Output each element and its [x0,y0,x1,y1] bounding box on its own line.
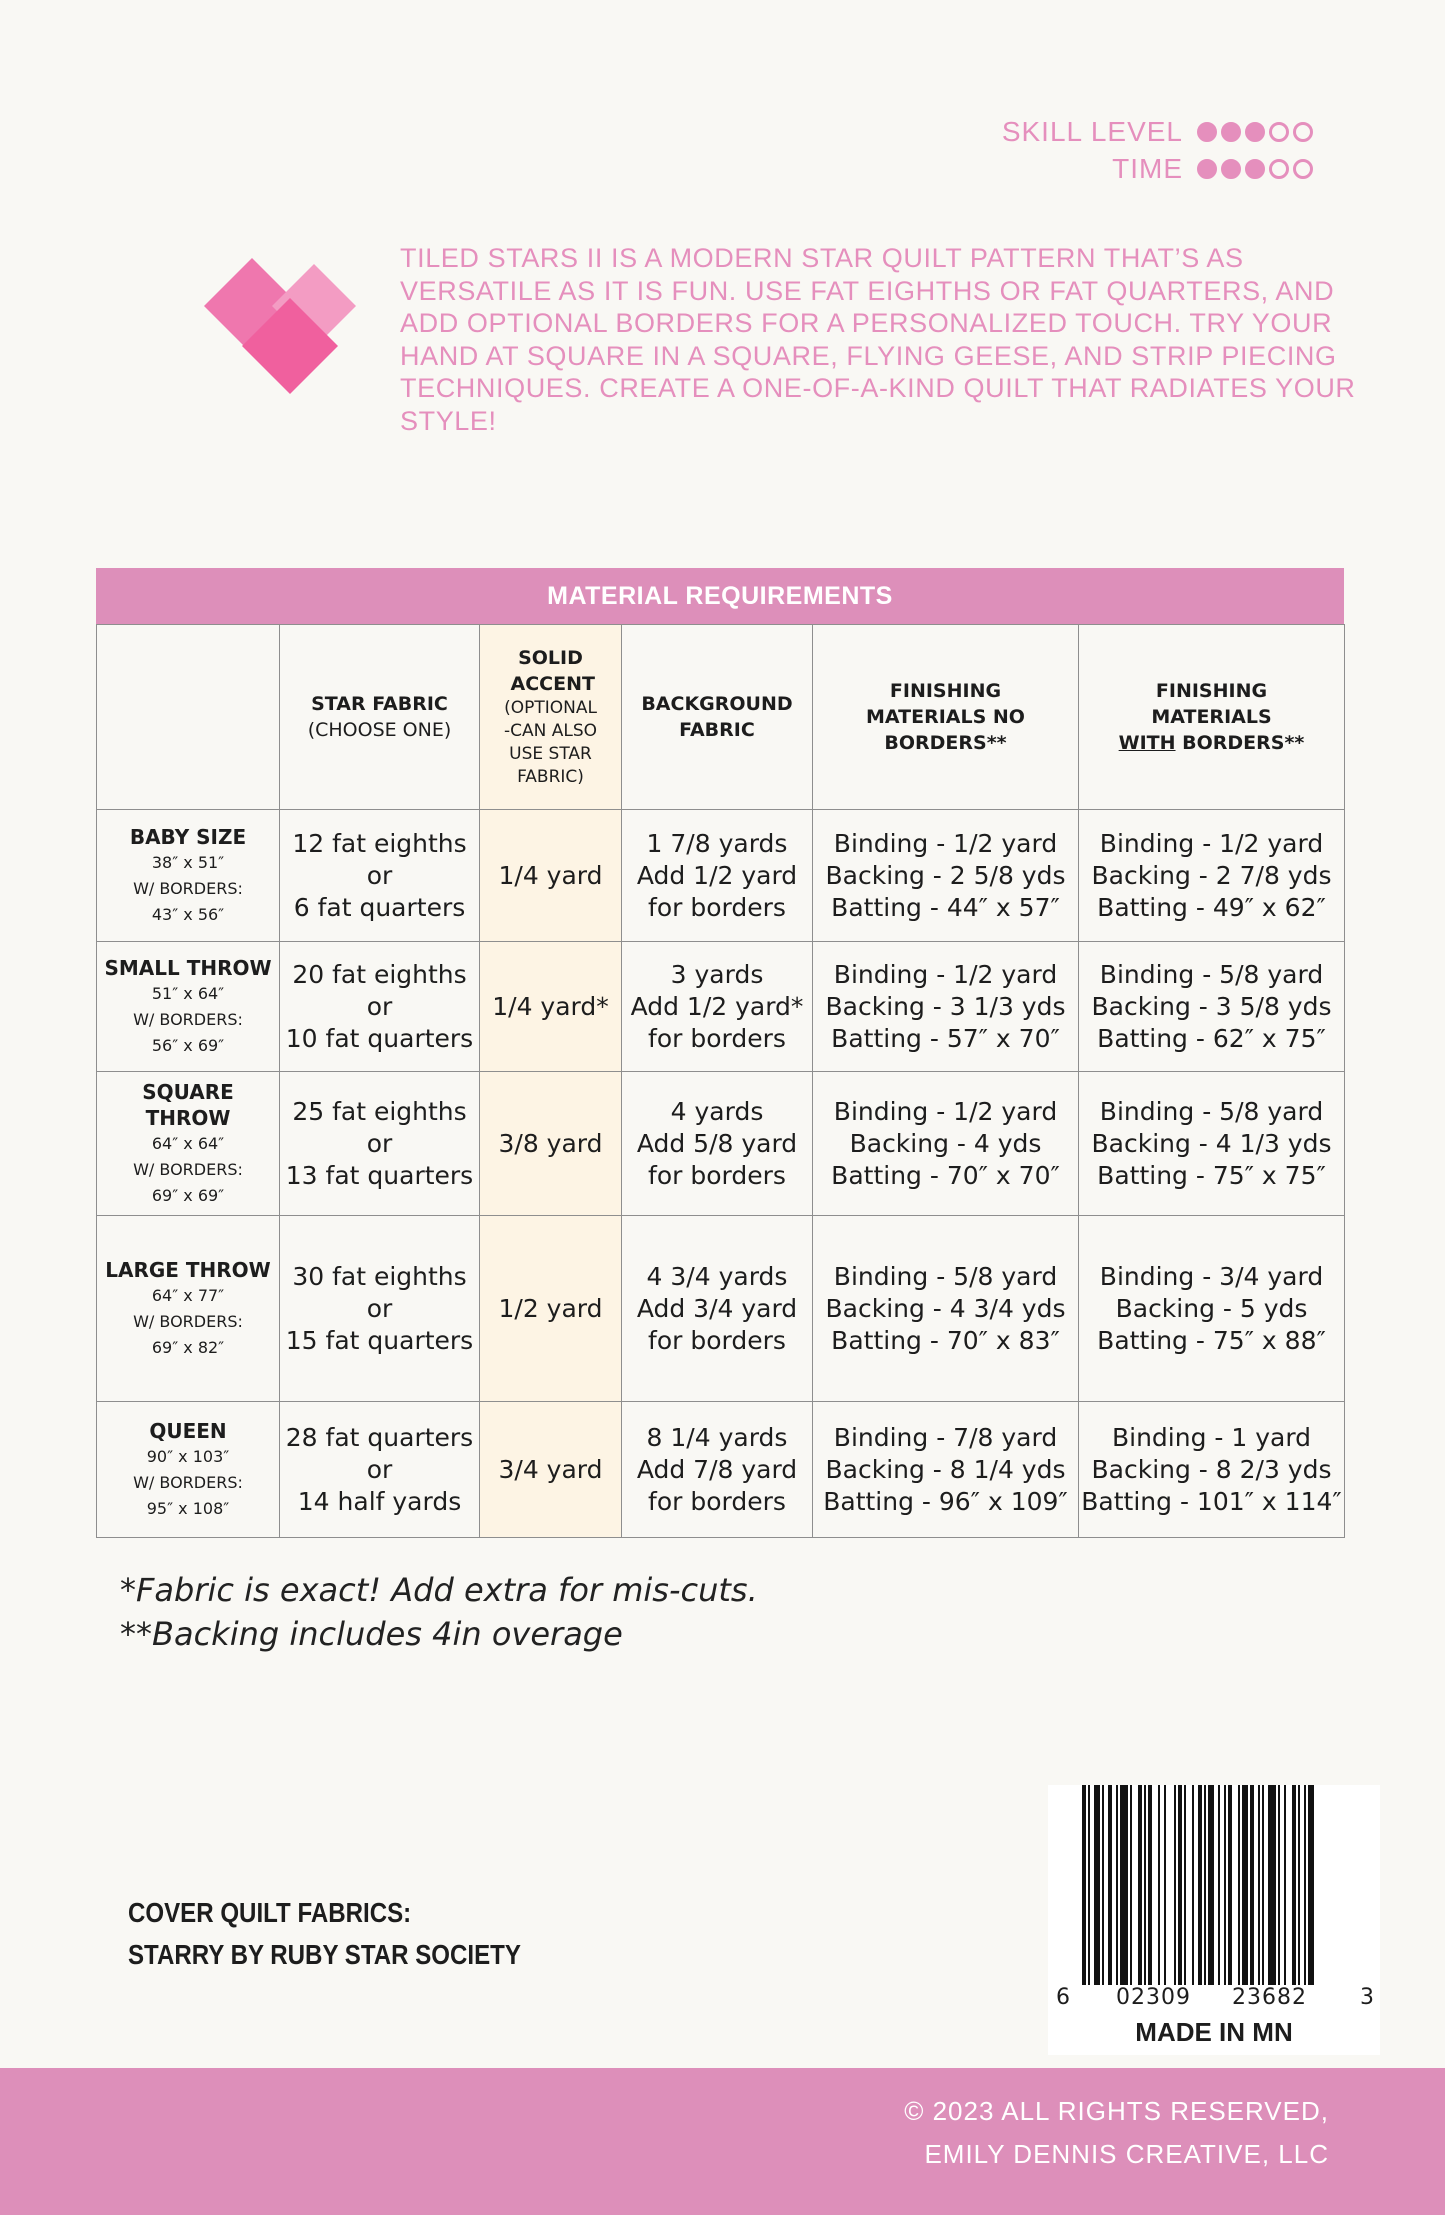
solid-accent-cell: 1/4 yard* [480,942,622,1072]
finishing-with-borders-cell: Binding - 3/4 yard Backing - 5 yds Batting - 75″ x 88″ [1079,1216,1345,1402]
star-fabric-cell: 20 fat eighths or 10 fat quarters [280,942,480,1072]
header-solid-accent-label: SOLID ACCENT [510,647,595,695]
size-dimensions: 90″ x 103″ W/ BORDERS: 95″ x 108″ [133,1446,243,1518]
finishing-no-borders-cell: Binding - 1/2 yard Backing - 3 1/3 yds Batting - 57″ x 70″ [813,942,1079,1072]
solid-accent-cell: 1/4 yard [480,810,622,942]
filled-dot-icon [1245,122,1265,142]
barcode-digit-left: 02309 [1116,1985,1191,2010]
empty-dot-icon [1293,122,1313,142]
filled-dot-icon [1197,122,1217,142]
background-fabric-cell: 8 1/4 yards Add 7/8 yard for borders [622,1402,813,1538]
finishing-no-borders-cell: Binding - 1/2 yard Backing - 4 yds Batting - 70″ x 70″ [813,1072,1079,1216]
skill-level-row [1002,113,1313,150]
time-label: TIME [1112,152,1183,184]
size-dimensions: 38″ x 51″ W/ BORDERS: 43″ x 56″ [133,852,243,924]
finishing-no-borders-cell: Binding - 7/8 yard Backing - 8 1/4 yds Batting - 96″ x 109″ [813,1402,1079,1538]
table-row [97,1072,1345,1216]
time-row [1002,150,1313,187]
size-cell [97,942,280,1072]
table-row [97,810,1345,942]
size-cell [97,810,280,942]
footnotes [120,1568,758,1656]
footer-band [0,2068,1445,2215]
size-dimensions: 64″ x 77″ W/ BORDERS: 69″ x 82″ [133,1285,243,1357]
size-name: LARGE THROW [105,1257,271,1282]
material-requirements-table [96,568,1344,1538]
pattern-description: TILED STARS II IS A MODERN STAR QUILT PATTERN THAT’S AS VERSATILE AS IT IS FUN. USE FAT EIGHTHS OR FAT QUARTERS, AND ADD OPTIONAL BORDERS FOR A PERSONALIZED TOUCH. TRY YOUR HAND AT SQUARE IN A SQUARE, FLYING GEESE, AND STRIP PIECING TECHNIQUES. CREATE A ONE-OF-A-KIND QUILT THAT RADIATES YOUR STYLE! [400,243,1356,436]
footnote-backing-overage: **Backing includes 4in overage [120,1615,623,1653]
rating-block [1002,113,1313,187]
filled-dot-icon [1245,159,1265,179]
size-cell [97,1216,280,1402]
time-dots [1197,159,1313,179]
background-fabric-cell: 3 yards Add 1/2 yard* for borders [622,942,813,1072]
table-row [97,1402,1345,1538]
header-finishing-with-borders [1079,625,1345,810]
barcode-digits [1048,1985,1380,2011]
heart-logo-icon [204,258,384,398]
header-star-fabric-sub: (CHOOSE ONE) [307,719,452,741]
size-cell [97,1402,280,1538]
footnote-fabric-exact: *Fabric is exact! Add extra for mis-cuts. [120,1571,758,1609]
header-star-fabric-label: STAR FABRIC [311,693,448,715]
barcode-area [1048,1785,1380,2055]
background-fabric-cell: 1 7/8 yards Add 1/2 yard for borders [622,810,813,942]
cover-fabrics-heading: COVER QUILT FABRICS: [128,1897,412,1928]
star-fabric-cell: 25 fat eighths or 13 fat quarters [280,1072,480,1216]
header-background-fabric [622,625,813,810]
header-finishing-with-label: FINISHING MATERIALS [1151,680,1272,728]
header-finishing-no-borders [813,625,1079,810]
star-fabric-cell: 30 fat eighths or 15 fat quarters [280,1216,480,1402]
size-dimensions: 64″ x 64″ W/ BORDERS: 69″ x 69″ [133,1133,243,1205]
copyright-line-2: EMILY DENNIS CREATIVE, LLC [924,2139,1329,2169]
empty-dot-icon [1269,122,1289,142]
finishing-with-borders-cell: Binding - 5/8 yard Backing - 4 1/3 yds Batting - 75″ x 75″ [1079,1072,1345,1216]
finishing-with-borders-cell: Binding - 1/2 yard Backing - 2 7/8 yds Batting - 49″ x 62″ [1079,810,1345,942]
made-in-label: MADE IN MN [1135,2017,1293,2047]
solid-accent-cell: 1/2 yard [480,1216,622,1402]
table-row [97,942,1345,1072]
barcode-digit-right: 23682 [1232,1985,1307,2010]
filled-dot-icon [1221,159,1241,179]
star-fabric-cell: 28 fat quarters or 14 half yards [280,1402,480,1538]
barcode-digit-check: 3 [1360,1985,1374,2010]
table-body [97,810,1345,1538]
background-fabric-cell: 4 yards Add 5/8 yard for borders [622,1072,813,1216]
table-row [97,1216,1345,1402]
skill-level-dots [1197,122,1313,142]
cover-fabrics-name: STARRY BY RUBY STAR SOCIETY [128,1939,521,1970]
header-solid-accent [480,625,622,810]
barcode-digit-system: 6 [1056,1985,1070,2010]
finishing-no-borders-cell: Binding - 5/8 yard Backing - 4 3/4 yds Batting - 70″ x 83″ [813,1216,1079,1402]
empty-dot-icon [1269,159,1289,179]
empty-dot-icon [1293,159,1313,179]
header-finishing-no-label: FINISHING MATERIALS NO BORDERS** [866,680,1025,754]
size-name: SQUARE THROW [142,1079,234,1130]
finishing-no-borders-cell: Binding - 1/2 yard Backing - 2 5/8 yds Batting - 44″ x 57″ [813,810,1079,942]
filled-dot-icon [1221,122,1241,142]
skill-level-label: SKILL LEVEL [1001,115,1183,147]
solid-accent-cell: 3/4 yard [480,1402,622,1538]
copyright-line-1: © 2023 ALL RIGHTS RESERVED, [904,2096,1329,2126]
header-solid-accent-sub: (OPTIONAL -CAN ALSO USE STAR FABRIC) [503,698,598,787]
header-finishing-with-suffix: BORDERS** [1175,732,1305,754]
header-background-label: BACKGROUND FABRIC [641,693,793,741]
header-star-fabric [280,625,480,810]
cover-fabrics [128,1892,521,1976]
requirements-grid [96,624,1345,1538]
table-title: MATERIAL REQUIREMENTS [96,568,1344,624]
background-fabric-cell: 4 3/4 yards Add 3/4 yard for borders [622,1216,813,1402]
size-name: BABY SIZE [129,824,247,849]
size-dimensions: 51″ x 64″ W/ BORDERS: 56″ x 69″ [133,983,243,1055]
finishing-with-borders-cell: Binding - 1 yard Backing - 8 2/3 yds Batting - 101″ x 114″ [1079,1402,1345,1538]
solid-accent-cell: 3/8 yard [480,1072,622,1216]
header-size [97,625,280,810]
filled-dot-icon [1197,159,1217,179]
size-name: SMALL THROW [104,955,272,980]
size-cell [97,1072,280,1216]
header-row [97,625,1345,810]
barcode-icon [1078,1785,1358,1985]
copyright [904,2090,1329,2176]
size-name: QUEEN [149,1418,227,1443]
star-fabric-cell: 12 fat eighths or 6 fat quarters [280,810,480,942]
header-finishing-with-underlined: WITH [1118,732,1176,754]
finishing-with-borders-cell: Binding - 5/8 yard Backing - 3 5/8 yds Batting - 62″ x 75″ [1079,942,1345,1072]
